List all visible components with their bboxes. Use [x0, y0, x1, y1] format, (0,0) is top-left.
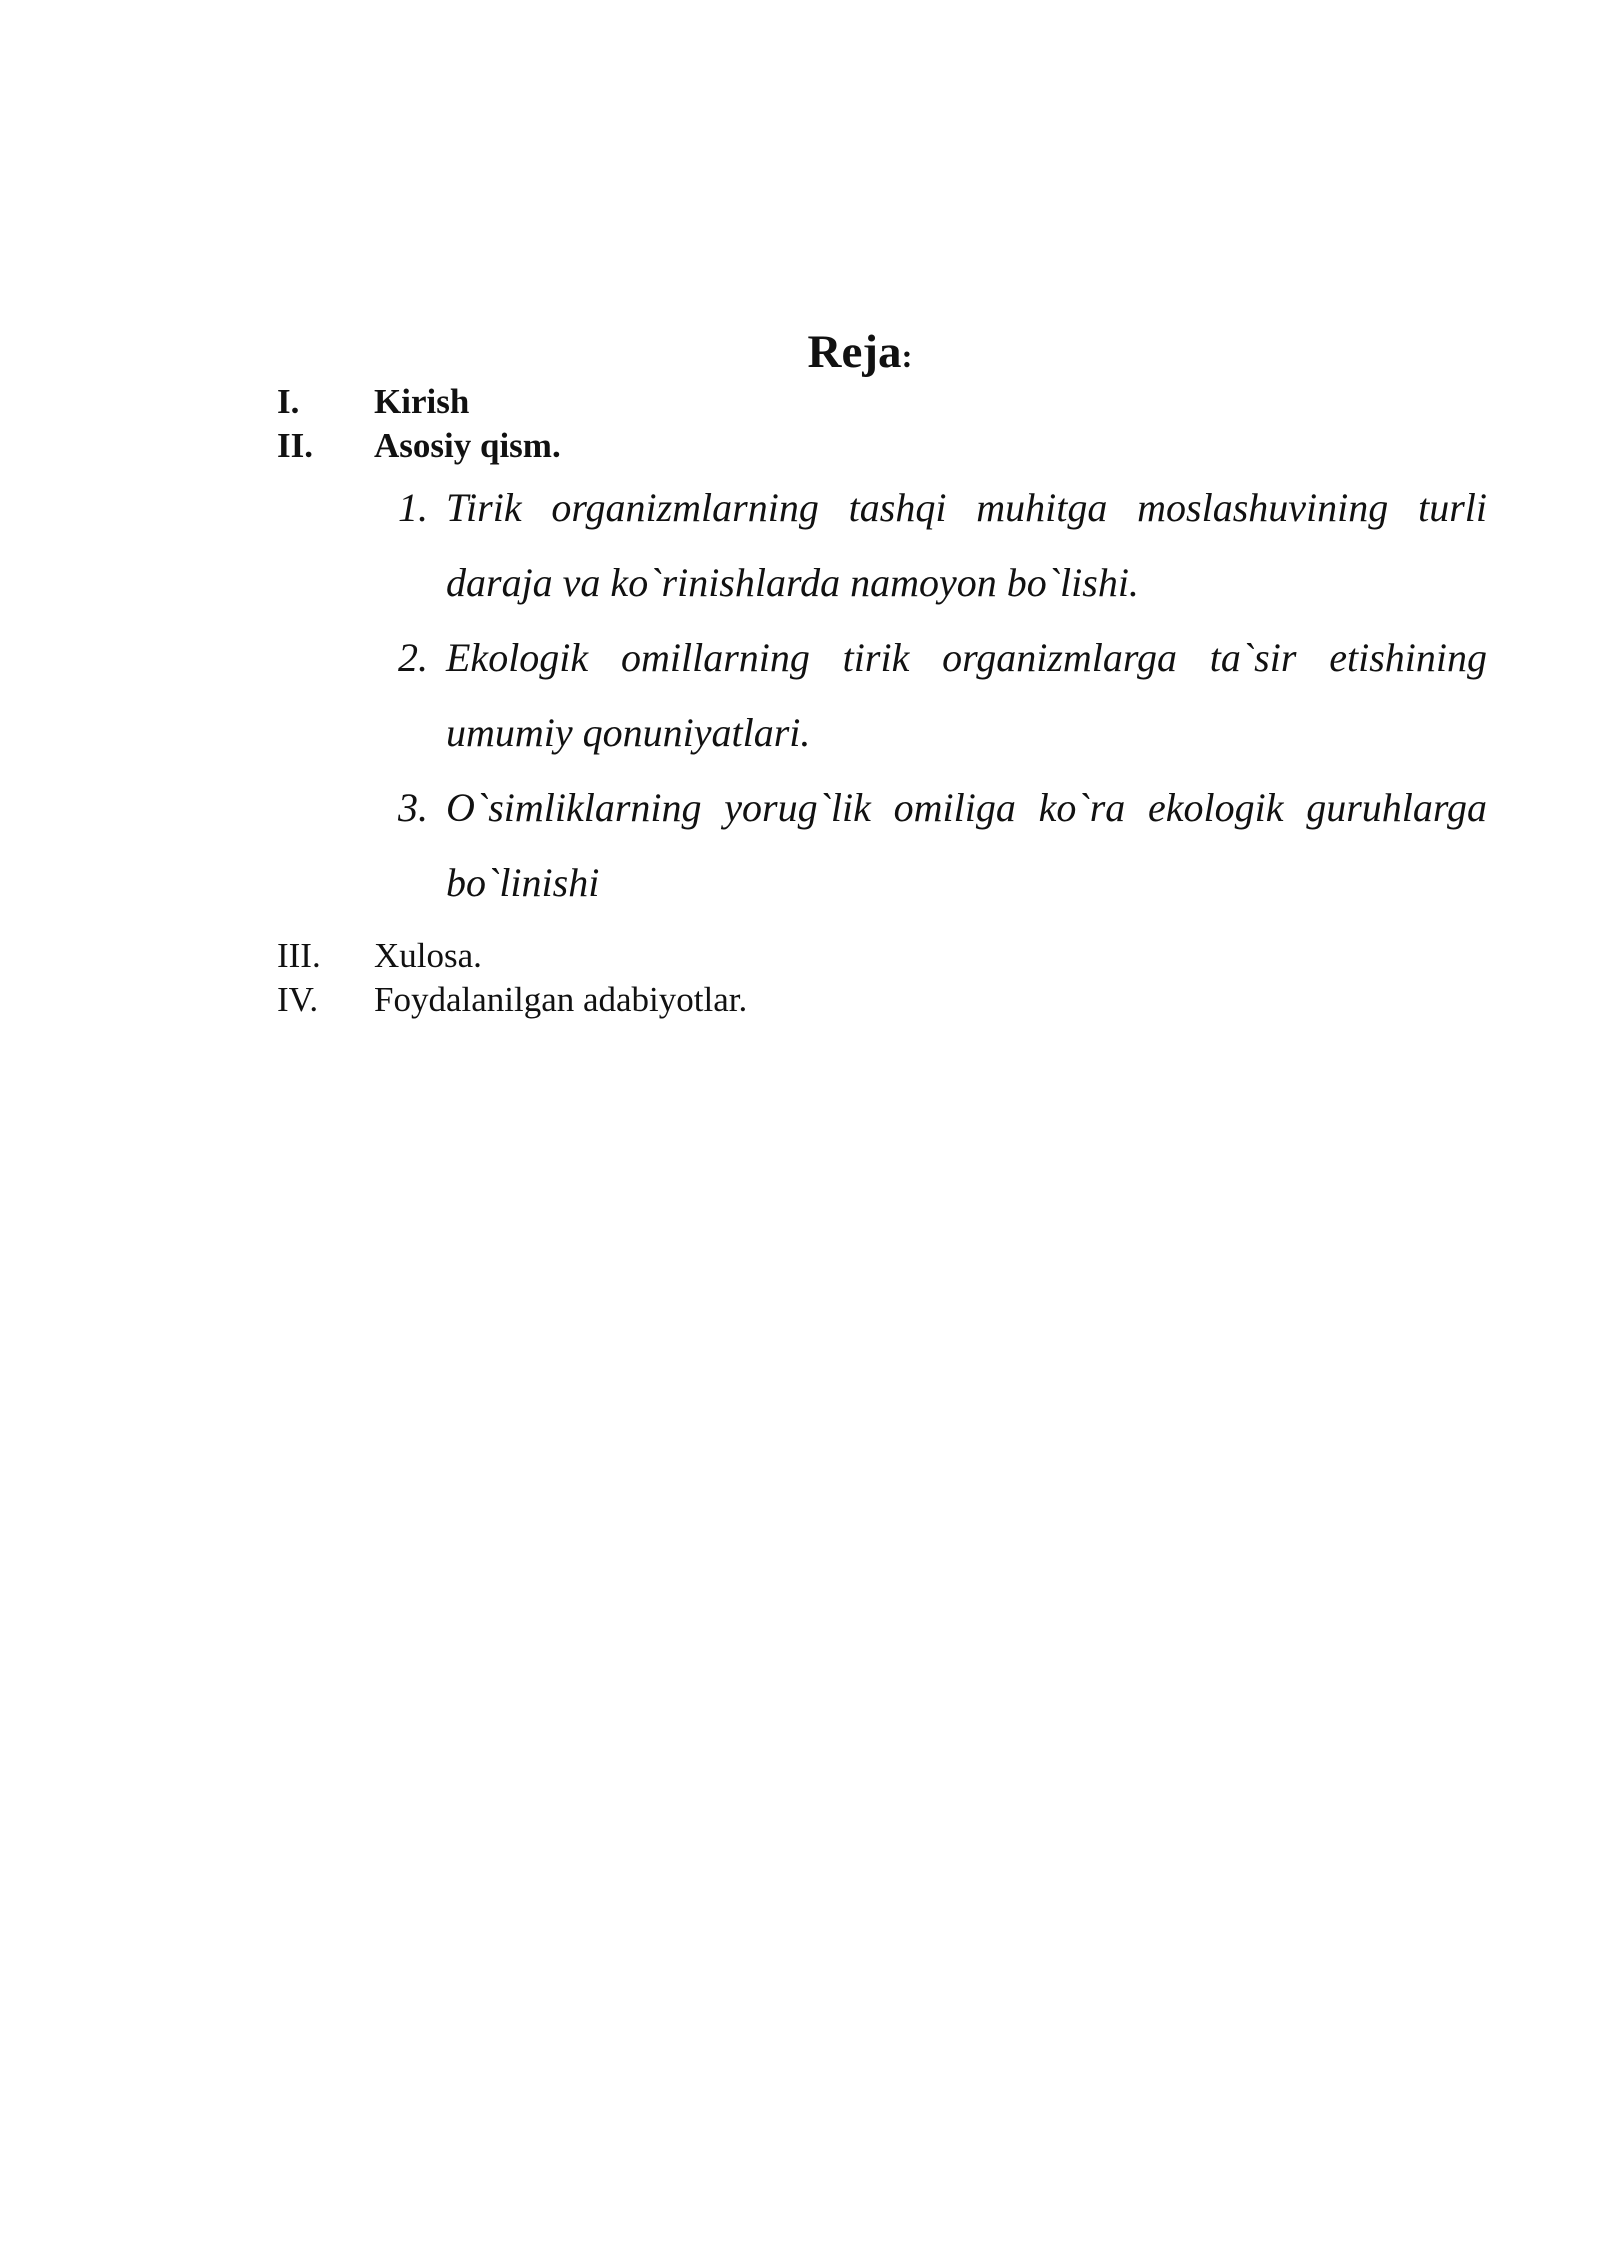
title-text: Reja: [807, 326, 902, 378]
outline-label: Kirish: [374, 382, 470, 421]
outline-item-1: [277, 380, 1487, 424]
outline-numeral: I.: [277, 382, 300, 421]
outline-numeral: III.: [277, 936, 321, 975]
sublist-text: Ekologik omillarning tirik organizmlarga ta`sir etishining umumiy qonuniyatlari.: [446, 635, 1487, 755]
sublist-number: 2.: [398, 635, 428, 680]
page-title: [0, 322, 1600, 387]
sublist-text: O`simliklarning yorug`lik omiliga ko`ra ekologik guruhlarga bo`linishi: [446, 785, 1487, 905]
outline-numeral: II.: [277, 426, 313, 465]
outline-label: Asosiy qism.: [374, 426, 561, 465]
outline-label: Foydalanilgan adabiyotlar.: [374, 980, 748, 1019]
sublist-number: 1.: [398, 485, 428, 530]
outline-item-3: [277, 934, 1487, 978]
outline-item-2: [277, 424, 1487, 468]
sublist-item-3: [398, 770, 1487, 920]
outline-numeral: IV.: [277, 980, 319, 1019]
outline-label: Xulosa.: [374, 936, 482, 975]
title-colon: :: [901, 339, 913, 375]
main-part-sublist: [398, 470, 1487, 920]
sublist-text: Tirik organizmlarning tashqi muhitga moslashuvining turli daraja va ko`rinishlarda namoyon bo`lishi.: [446, 485, 1487, 605]
sublist-number: 3.: [398, 785, 428, 830]
outline-item-4: [277, 978, 1487, 1022]
sublist-item-1: [398, 470, 1487, 620]
sublist-item-2: [398, 620, 1487, 770]
plan-outline: [277, 380, 1487, 1022]
